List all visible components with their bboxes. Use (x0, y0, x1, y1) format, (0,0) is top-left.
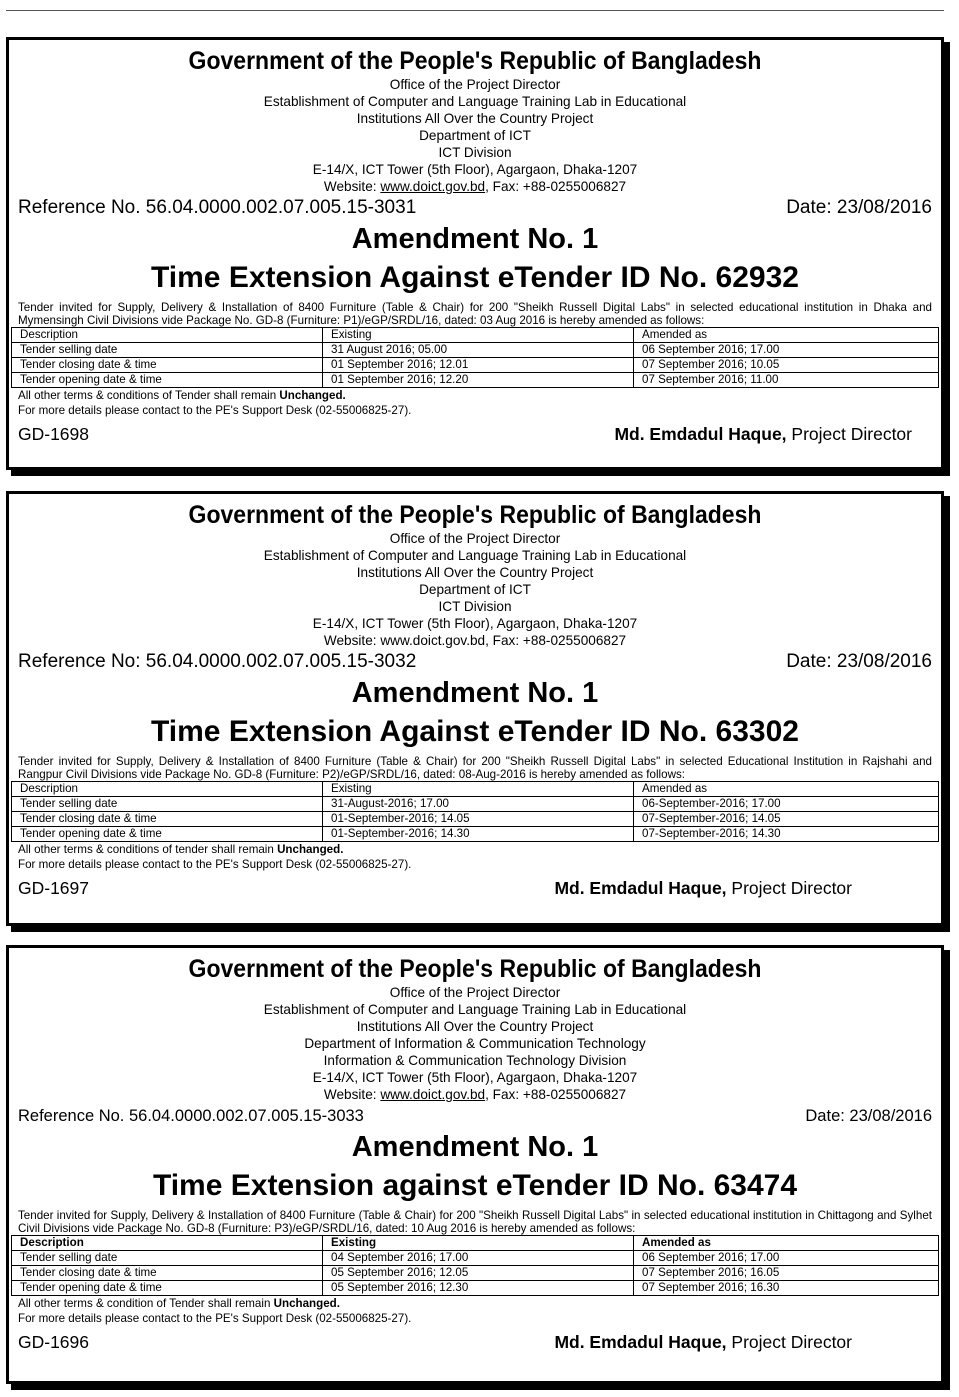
notice-date: Date: 23/08/2016 (786, 197, 932, 218)
table-cell: 06-September-2016; 17.00 (634, 797, 939, 812)
project-line: Institutions All Over the Country Project (356, 1019, 594, 1034)
header-cell: Description (12, 782, 323, 797)
table-cell: Tender selling date (12, 1251, 323, 1266)
website-link[interactable]: www.doict.gov.bd (380, 633, 486, 648)
reference-number: Reference No: 56.04.0000.002.07.005.15-3032 (18, 651, 417, 672)
project-line: Establishment of Computer and Language Training Lab in Educational (263, 94, 687, 109)
website-link[interactable]: www.doict.gov.bd (380, 1087, 486, 1102)
header-cell: Amended as (634, 782, 939, 797)
table-cell: 06 September 2016; 17.00 (634, 343, 939, 358)
signatory (554, 876, 852, 900)
extension-title: Time Extension against eTender ID No. 63474 (152, 1169, 798, 1202)
reference-row (9, 650, 941, 674)
signer-role: Project Director (726, 878, 852, 898)
header-cell: Description (12, 1236, 323, 1251)
tender-notice-2 (6, 491, 944, 926)
website-line (9, 178, 941, 195)
address-line: E-14/X, ICT Tower (5th Floor), Agargaon, Dhaka-1207 (312, 1070, 638, 1085)
table-cell: 01 September 2016; 12.20 (323, 373, 634, 388)
table-cell: 31-August-2016; 17.00 (323, 797, 634, 812)
signature-row (9, 422, 941, 446)
table-cell: 07-September-2016; 14.30 (634, 827, 939, 842)
signature-row (9, 1330, 941, 1354)
signer-name: Md. Emdadul Haque, (614, 424, 787, 444)
notice-header (9, 46, 941, 195)
reference-row (9, 1104, 941, 1128)
gd-number: GD-1697 (18, 878, 90, 898)
header-cell: Existing (323, 782, 634, 797)
extension-title: Time Extension Against eTender ID No. 63302 (151, 715, 799, 748)
notice-date: Date: 23/08/2016 (805, 1107, 932, 1125)
table-cell: Tender opening date & time (12, 373, 323, 388)
signer-name: Md. Emdadul Haque, (554, 1332, 727, 1352)
table-cell: 31 August 2016; 05.00 (323, 343, 634, 358)
government-title: Government of the People's Republic of Bangladesh (188, 47, 762, 75)
table-cell: 05 September 2016; 12.05 (323, 1266, 634, 1281)
table-row (12, 1251, 939, 1266)
notice-header (9, 954, 941, 1103)
department-line: Department of ICT (419, 582, 531, 597)
tender-notice-1 (6, 37, 944, 470)
terms-line (9, 843, 941, 857)
table-header-row (12, 328, 939, 343)
office-line: Office of the Project Director (389, 985, 561, 1000)
table-cell: 07-September-2016; 14.05 (634, 812, 939, 827)
amendment-table (11, 781, 939, 842)
office-line: Office of the Project Director (389, 531, 561, 546)
contact-line: For more details please contact to the PE's Support Desk (02-55006825-27). (18, 858, 412, 871)
table-cell: 05 September 2016; 12.30 (323, 1281, 634, 1296)
terms-text: All other terms & conditions of Tender shall remain (18, 389, 280, 402)
table-row (12, 343, 939, 358)
website-line (9, 1086, 941, 1103)
notice-header (9, 500, 941, 649)
reference-row (9, 196, 941, 220)
amendment-title: Amendment No. 1 (351, 223, 599, 255)
tender-notice-3 (6, 945, 944, 1384)
unchanged-text: Unchanged. (277, 843, 344, 856)
fax-text: , Fax: +88-0255006827 (485, 633, 627, 648)
terms-text: All other terms & condition of Tender shall remain (18, 1297, 274, 1310)
table-header-row (12, 782, 939, 797)
amendment-title: Amendment No. 1 (351, 1131, 599, 1163)
contact-line: For more details please contact to the PE's Support Desk (02-55006825-27). (18, 404, 412, 417)
fax-text: , Fax: +88-0255006827 (485, 1087, 627, 1102)
notice-date: Date: 23/08/2016 (786, 651, 932, 672)
table-row (12, 373, 939, 388)
header-cell: Description (12, 328, 323, 343)
table-cell: 01-September-2016; 14.05 (323, 812, 634, 827)
header-cell: Existing (323, 328, 634, 343)
government-title: Government of the People's Republic of Bangladesh (188, 955, 762, 983)
table-header-row (12, 1236, 939, 1251)
table-cell: 07 September 2016; 16.05 (634, 1266, 939, 1281)
table-cell: 07 September 2016; 11.00 (634, 373, 939, 388)
table-cell: Tender selling date (12, 797, 323, 812)
table-row (12, 797, 939, 812)
table-cell: Tender opening date & time (12, 1281, 323, 1296)
fax-text: , Fax: +88-0255006827 (485, 179, 627, 194)
signatory (614, 422, 912, 446)
amendment-table (11, 327, 939, 388)
table-cell: Tender selling date (12, 343, 323, 358)
gd-number: GD-1698 (18, 424, 90, 444)
table-row (12, 812, 939, 827)
contact-line: For more details please contact to the PE's Support Desk (02-55006825-27). (18, 1312, 412, 1325)
website-link[interactable]: www.doict.gov.bd (380, 179, 486, 194)
division-line: ICT Division (438, 145, 512, 160)
division-line: ICT Division (438, 599, 512, 614)
project-line: Establishment of Computer and Language Training Lab in Educational (263, 548, 687, 563)
table-cell: Tender opening date & time (12, 827, 323, 842)
project-line: Establishment of Computer and Language Training Lab in Educational (263, 1002, 687, 1017)
address-line: E-14/X, ICT Tower (5th Floor), Agargaon, Dhaka-1207 (312, 616, 638, 631)
department-line: Department of ICT (419, 128, 531, 143)
unchanged-text: Unchanged. (279, 389, 346, 402)
terms-text: All other terms & conditions of tender shall remain (18, 843, 278, 856)
department-line: Department of Information & Communication Technology (304, 1036, 646, 1051)
table-row (12, 1281, 939, 1296)
table-row (12, 358, 939, 373)
intro-paragraph: Tender invited for Supply, Delivery & Installation of 8400 Furniture (Table & Chair) for 200 "Sheikh Russell Digital Labs" in selected educational institution in Dhaka and Mymensingh Civil Divisions vide Package No. GD-8 (Furniture: P1)/eGP/SRDL/16, dated: 03 Aug 2016 is hereby amended as follows: (18, 301, 932, 327)
signature-row (9, 876, 941, 900)
terms-line (9, 1297, 941, 1311)
table-cell: Tender closing date & time (12, 812, 323, 827)
signer-name: Md. Emdadul Haque, (554, 878, 727, 898)
table-cell: Tender closing date & time (12, 358, 323, 373)
signer-role: Project Director (786, 424, 912, 444)
amendment-title: Amendment No. 1 (351, 677, 599, 709)
header-cell: Amended as (634, 328, 939, 343)
office-line: Office of the Project Director (389, 77, 561, 92)
reference-number: Reference No. 56.04.0000.002.07.005.15-3031 (18, 197, 417, 218)
website-line (9, 632, 941, 649)
table-cell: 06 September 2016; 17.00 (634, 1251, 939, 1266)
gd-number: GD-1696 (18, 1332, 90, 1352)
intro-paragraph: Tender invited for Supply, Delivery & Installation of 8400 Furniture (Table & Chair) for 200 "Sheikh Russell Digital Labs" in selected educational institution in Chittagong and Sylhet Civil Divisions vide Package No. GD-8 (Furniture: P3)/eGP/SRDL/16, dated: 10 Aug 2016 is hereby amended as follows: (18, 1209, 932, 1235)
division-line: Information & Communication Technology Division (323, 1053, 627, 1068)
table-cell: 07 September 2016; 10.05 (634, 358, 939, 373)
table-cell: 04 September 2016; 17.00 (323, 1251, 634, 1266)
amendment-table (11, 1235, 939, 1296)
website-label: Website: (323, 1087, 381, 1102)
address-line: E-14/X, ICT Tower (5th Floor), Agargaon, Dhaka-1207 (312, 162, 638, 177)
signatory (554, 1330, 852, 1354)
table-cell: Tender closing date & time (12, 1266, 323, 1281)
table-cell: 01-September-2016; 14.30 (323, 827, 634, 842)
terms-line (9, 389, 941, 403)
table-cell: 01 September 2016; 12.01 (323, 358, 634, 373)
signer-role: Project Director (726, 1332, 852, 1352)
project-line: Institutions All Over the Country Project (356, 111, 594, 126)
table-cell: 07 September 2016; 16.30 (634, 1281, 939, 1296)
project-line: Institutions All Over the Country Project (356, 565, 594, 580)
header-cell: Amended as (634, 1236, 939, 1251)
website-label: Website: (323, 179, 381, 194)
table-row (12, 1266, 939, 1281)
intro-paragraph: Tender invited for Supply, Delivery & Installation of 8400 Furniture (Table & Chair) for 200 "Sheikh Russell Digital Labs" in selected Educational Institution in Rajshahi and Rangpur Civil Divisions vide Package No. GD-8 (Furniture: P2)/eGP/SRDL/16, dated: 08-Aug-2016 is hereby amended as follows: (18, 755, 932, 781)
extension-title: Time Extension Against eTender ID No. 62932 (151, 261, 799, 294)
top-rule (6, 10, 944, 11)
website-label: Website: (323, 633, 381, 648)
table-row (12, 827, 939, 842)
unchanged-text: Unchanged. (273, 1297, 340, 1310)
header-cell: Existing (323, 1236, 634, 1251)
government-title: Government of the People's Republic of Bangladesh (188, 501, 762, 529)
reference-number: Reference No. 56.04.0000.002.07.005.15-3033 (18, 1107, 364, 1125)
